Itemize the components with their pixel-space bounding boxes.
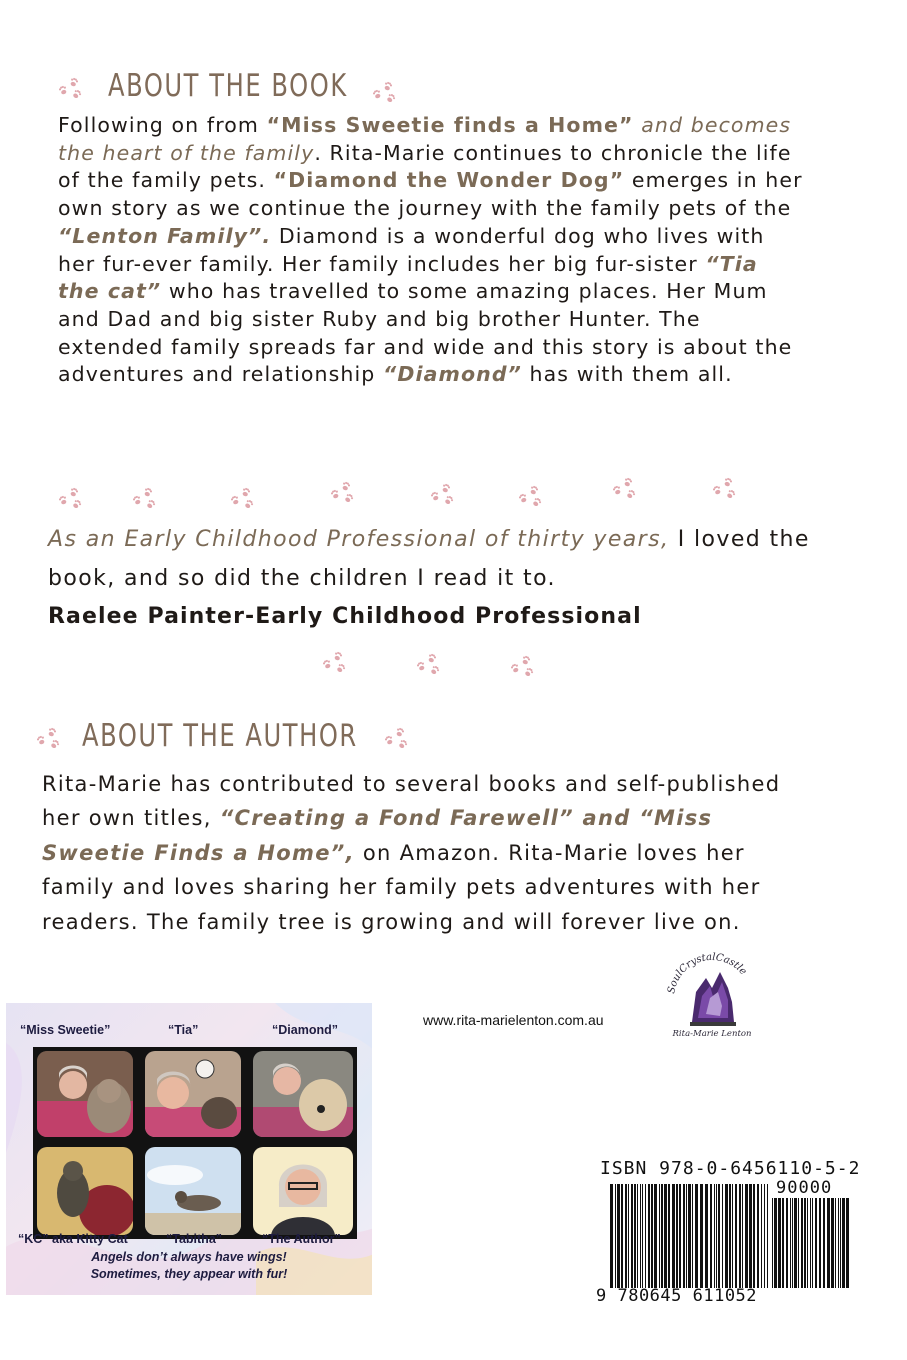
barcode-bar <box>654 1184 657 1288</box>
paw-print-icon <box>330 478 354 502</box>
paw-print-icon <box>58 484 82 508</box>
barcode-bar <box>634 1184 636 1288</box>
paw-print-icon <box>372 78 396 102</box>
barcode-bar <box>838 1198 839 1288</box>
photo-diamond <box>253 1051 353 1137</box>
barcode-bar <box>794 1198 797 1288</box>
barcode-bar <box>645 1184 646 1288</box>
barcode-bar <box>827 1198 830 1288</box>
price-code: 90000 <box>776 1178 833 1198</box>
barcode-bar <box>722 1184 723 1288</box>
barcode-bar <box>831 1198 834 1288</box>
barcode-bar <box>676 1184 678 1288</box>
barcode-bar <box>812 1198 813 1288</box>
barcode-bar <box>705 1184 708 1288</box>
barcode-bar <box>659 1184 660 1288</box>
barcode-bar <box>700 1184 703 1288</box>
photo-label: “Diamond” <box>272 1023 338 1037</box>
barcode-bar <box>716 1184 717 1288</box>
photo-tabitha <box>145 1147 241 1235</box>
barcode-bar <box>729 1184 731 1288</box>
barcode-bar <box>772 1198 773 1288</box>
barcode-bar <box>668 1184 670 1288</box>
crystal-logo-icon <box>662 948 762 1040</box>
barcode-bar <box>753 1184 755 1288</box>
review-quote: As an Early Childhood Professional of thirty years, I loved the book, and so did the children I read it to. <box>48 527 810 591</box>
barcode-bar <box>683 1184 685 1288</box>
paw-print-icon <box>712 474 736 498</box>
barcode-bar <box>840 1198 841 1288</box>
barcode-bar <box>801 1198 803 1288</box>
barcode-bar <box>718 1184 720 1288</box>
barcode-bar <box>617 1184 620 1288</box>
about-book-heading: ABOUT THE BOOK <box>108 68 348 104</box>
price-barcode-bars <box>772 1198 852 1288</box>
photo-kc <box>37 1147 133 1235</box>
barcode-bar <box>651 1184 653 1288</box>
paw-print-icon <box>230 484 254 508</box>
website-link[interactable]: www.rita-marielenton.com.au <box>423 1012 604 1028</box>
barcode-bar <box>610 1184 613 1288</box>
paw-print-icon <box>132 484 156 508</box>
barcode-bar <box>615 1184 616 1288</box>
barcode-bar <box>692 1184 693 1288</box>
barcode-bar <box>778 1198 781 1288</box>
barcode-bar <box>664 1184 667 1288</box>
barcode-bar <box>757 1184 759 1288</box>
barcode-bar <box>804 1198 806 1288</box>
photo-author <box>253 1147 353 1235</box>
barcode-bar <box>842 1198 845 1288</box>
barcode-bar <box>782 1198 784 1288</box>
barcode-bar <box>631 1184 633 1288</box>
barcode-bar <box>621 1184 623 1288</box>
barcode-bar <box>745 1184 748 1288</box>
barcode-bar <box>815 1198 817 1288</box>
review-attribution: Raelee Painter-Early Childhood Professional <box>48 604 642 629</box>
logo-signature: Rita-Marie Lenton <box>672 1029 752 1039</box>
collage-tagline-2: Sometimes, they appear with fur! <box>90 1267 288 1281</box>
soul-crystal-castle-logo <box>662 948 762 1040</box>
barcode-bar <box>823 1198 825 1288</box>
film-strip <box>33 1047 357 1239</box>
paw-print-icon <box>36 724 60 748</box>
photo-miss-sweetie <box>37 1051 133 1137</box>
barcode-bar <box>810 1198 811 1288</box>
barcode-bar <box>625 1184 627 1288</box>
barcode-bar <box>764 1184 765 1288</box>
barcode-bar <box>640 1184 641 1288</box>
barcode-bar <box>686 1184 687 1288</box>
barcode-bar <box>790 1198 791 1288</box>
photo-label: “KC” aka Kitty Cat <box>18 1232 128 1246</box>
barcode-bar <box>739 1184 741 1288</box>
barcode-bar <box>710 1184 712 1288</box>
barcode-bar <box>688 1184 691 1288</box>
barcode-bar <box>774 1198 777 1288</box>
paw-print-icon <box>612 474 636 498</box>
barcode-bar <box>642 1184 643 1288</box>
photo-label: “Tia” <box>168 1023 199 1037</box>
barcode-bar <box>732 1184 733 1288</box>
logo-arc-text: SoulCrystalCastle <box>666 951 749 995</box>
barcode-bar <box>835 1198 836 1288</box>
barcode-bar <box>735 1184 737 1288</box>
barcode-bar <box>695 1184 698 1288</box>
collage-tagline-1: Angels don’t always have wings! <box>91 1250 287 1264</box>
barcode-bar <box>637 1184 638 1288</box>
barcode-bar <box>819 1198 821 1288</box>
about-book-text: Following on from “Miss Sweetie finds a Home” and becomes the heart of the family. Rita-Marie continues to chronicle the life of the family pets. “Diamond the Wonder Dog” emerges in her own story as we continue the journey with the family pets of the “Lenton Family”. Diamond is a wonderful dog who lives with her fur-ever family. Her family includes her big fur-sister “Tia the cat” who has travelled to some amazing places. Her Mum and Dad and big sister Ruby and big brother Hunter. The extended family spreads far and wide and this story is about the adventures and relationship “Diamond” has with them all. <box>58 113 803 387</box>
barcode-bars <box>610 1184 770 1288</box>
barcode-bar <box>761 1184 762 1288</box>
barcode-bar <box>798 1198 799 1288</box>
barcode-bar <box>749 1184 752 1288</box>
barcode-bar <box>792 1198 793 1288</box>
about-author-heading: ABOUT THE AUTHOR <box>82 718 358 754</box>
paw-print-icon <box>58 74 82 98</box>
barcode-digits: 9 780645 611052 <box>596 1286 758 1306</box>
photo-label: “Tabitha” <box>166 1232 223 1246</box>
barcode-bar <box>714 1184 715 1288</box>
barcode-bar <box>846 1198 849 1288</box>
barcode-bar <box>767 1184 768 1288</box>
about-author-text: Rita-Marie has contributed to several books and self-published her own titles, “Creating a Fond Farewell” and “Miss Sweetie Finds a Home”, on Amazon. Rita-Marie loves her family and loves sharing her family pets adventures with her readers. The family tree is growing and will forever live on. <box>42 772 781 934</box>
photo-label: “The Author” <box>262 1232 341 1246</box>
paw-print-icon <box>322 648 346 672</box>
barcode-bar <box>807 1198 808 1288</box>
photo-label: “Miss Sweetie” <box>20 1023 111 1037</box>
barcode-bar <box>679 1184 681 1288</box>
barcode-bar <box>628 1184 629 1288</box>
paw-print-icon <box>510 652 534 676</box>
barcode-bar <box>725 1184 728 1288</box>
barcode-bar <box>672 1184 675 1288</box>
barcode-bar <box>661 1184 663 1288</box>
photo-tia <box>145 1051 241 1137</box>
barcode-bar <box>742 1184 743 1288</box>
paw-print-icon <box>416 650 440 674</box>
paw-print-icon <box>430 480 454 504</box>
barcode-bar <box>786 1198 788 1288</box>
paw-print-icon <box>518 482 542 506</box>
isbn-barcode <box>596 1158 861 1308</box>
barcode-bar <box>648 1184 650 1288</box>
pet-photo-collage <box>6 1003 372 1295</box>
isbn-number: ISBN 978-0-6456110-5-2 <box>600 1158 861 1179</box>
paw-print-icon <box>384 724 408 748</box>
